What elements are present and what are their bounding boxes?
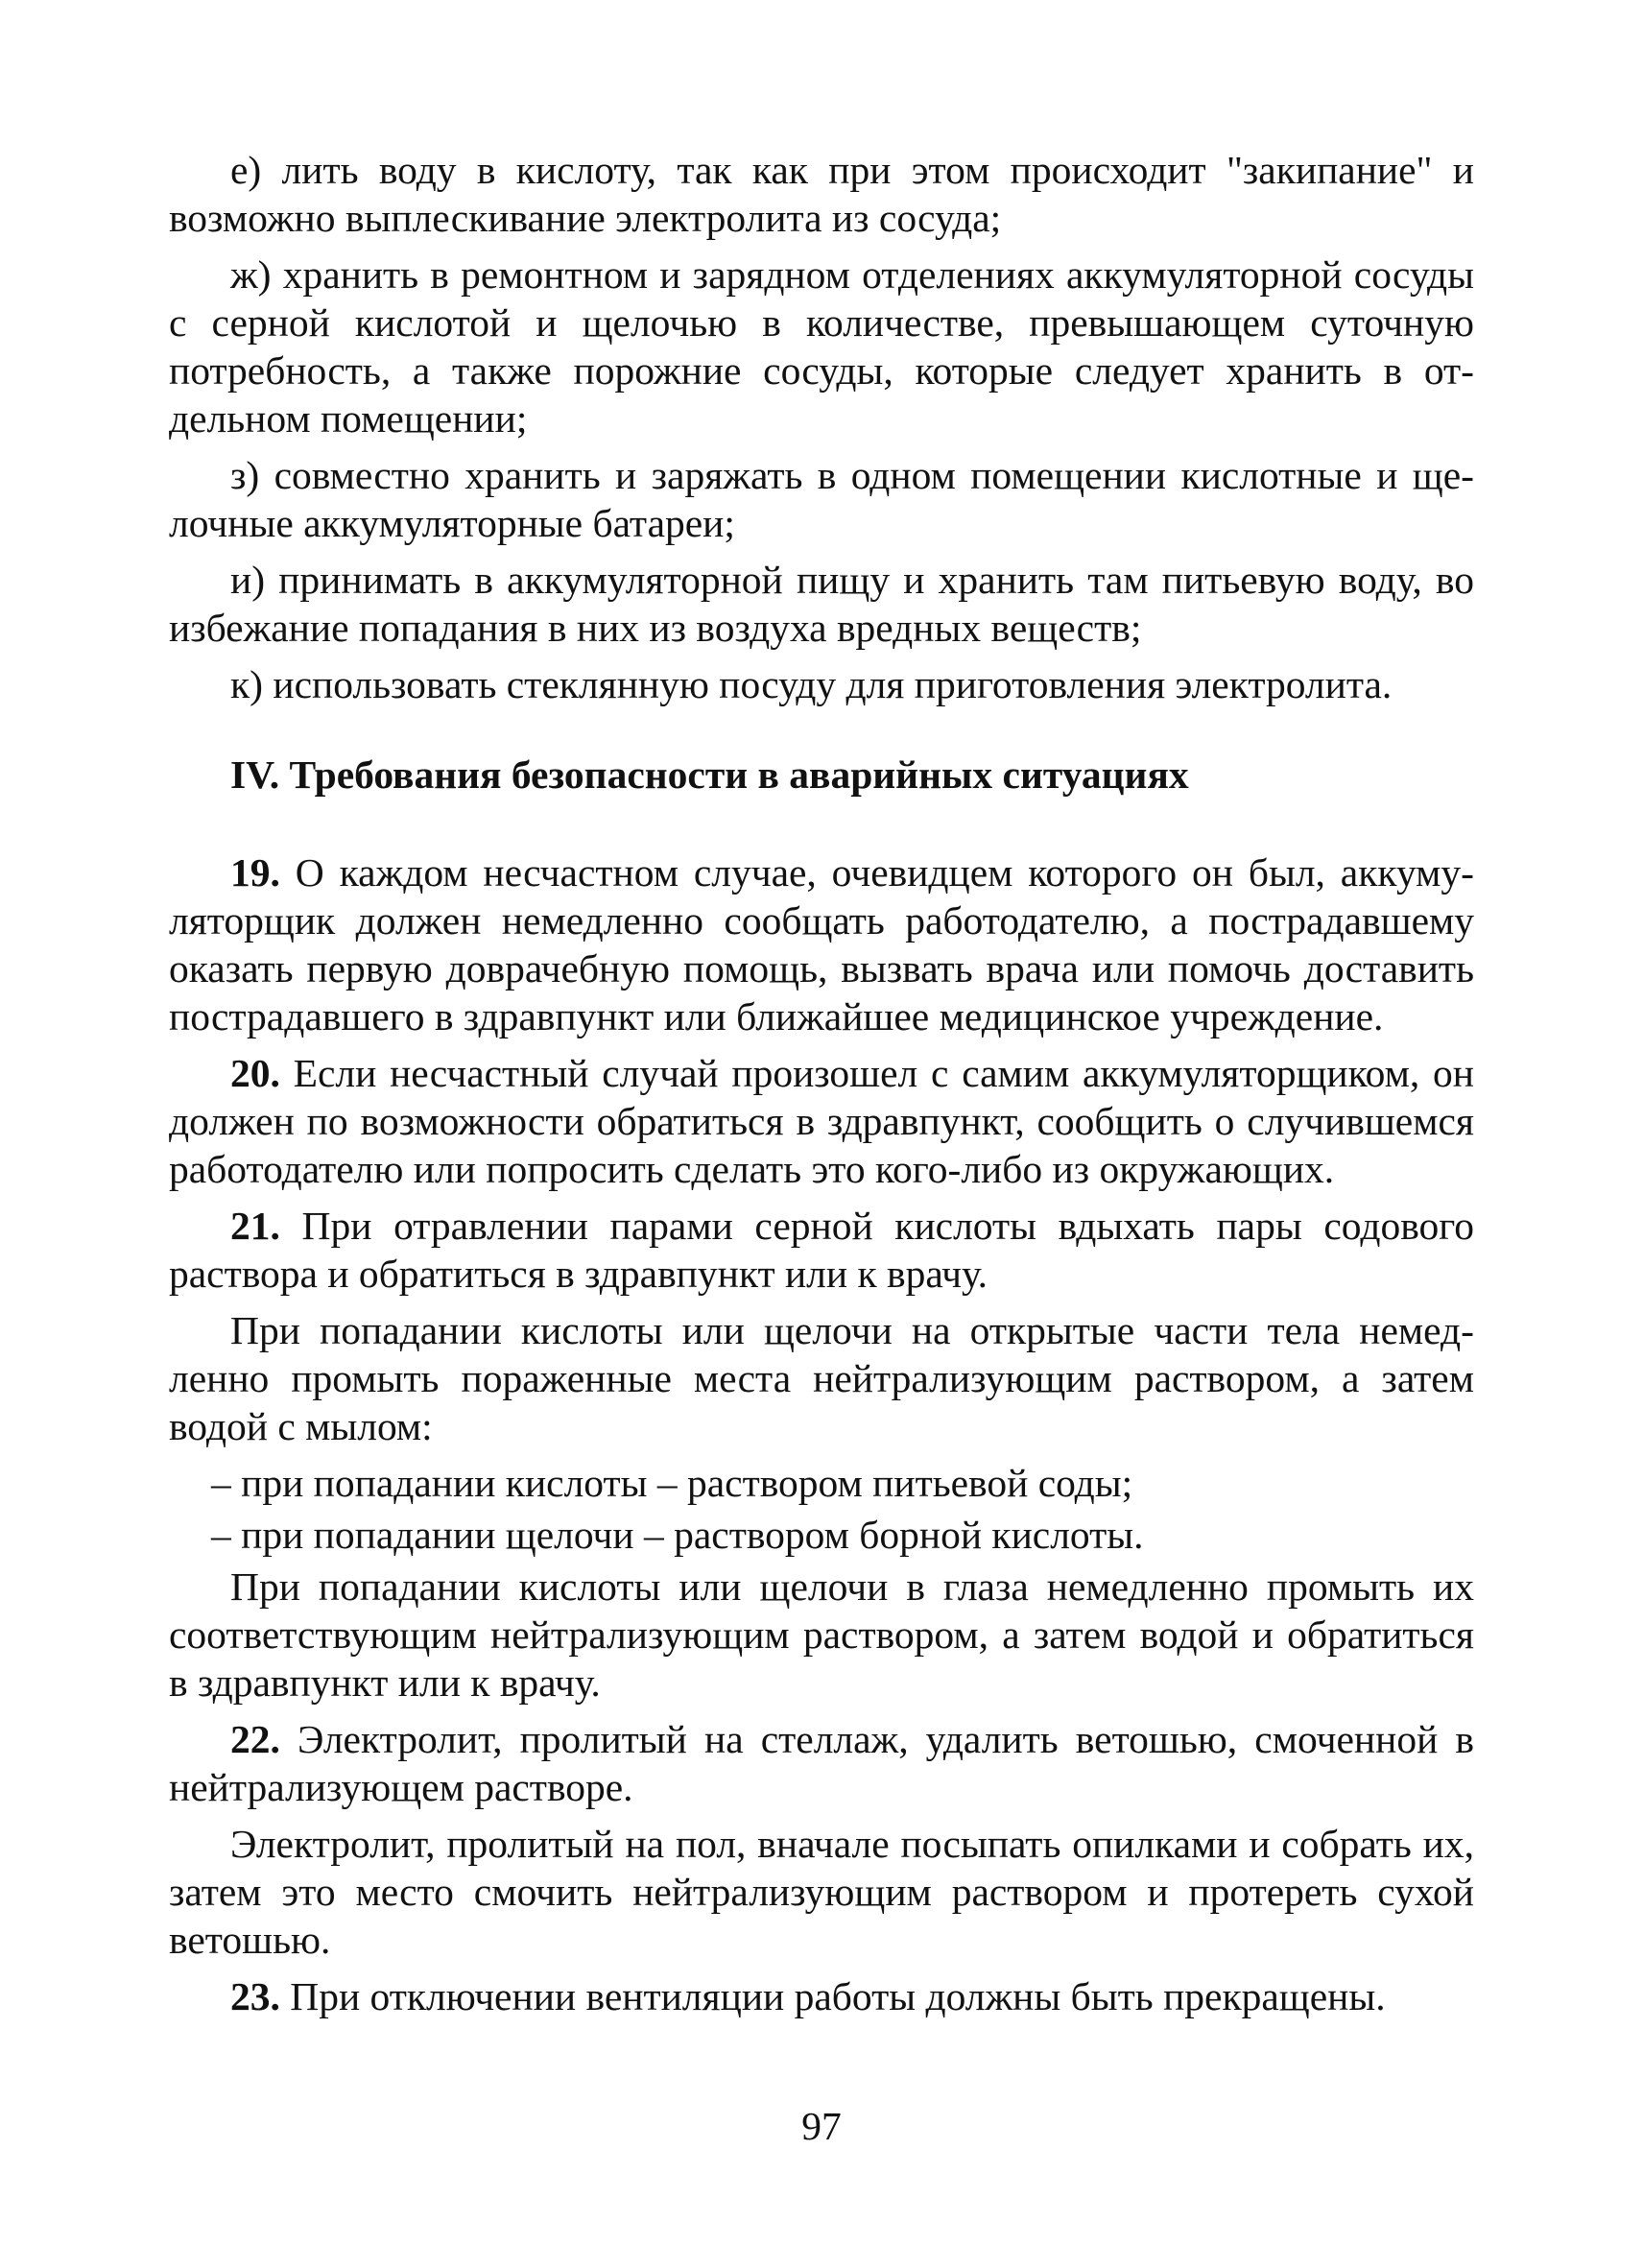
document-page xyxy=(169,146,1474,2029)
paragraph-22-number: 22. xyxy=(230,1717,280,1761)
paragraph-19-text: О каждом несчастном случае, очевидцем которого он был, аккумуляторщик должен немедленно сообщать работодателю, а пострадавшему оказать первую доврачебную помощь, вызвать врача или помочь доставить пострадавшего в здравпункт или ближайшее медицинское учреждение. xyxy=(169,850,1474,1039)
paragraph-19 xyxy=(169,848,1474,1040)
dash-item-acid: – при попадании кислоты – раствором питьевой соды; xyxy=(211,1461,1133,1505)
section-heading: IV. Требования безопасности в аварийных ситуациях xyxy=(230,752,1189,797)
paragraph-19-number: 19. xyxy=(230,850,280,895)
paragraph-21-body: При попадании кислоты или щелочи на открытые части тела немедленно промыть пораженные места нейтрализующим раствором, а затем водой с мылом: xyxy=(169,1308,1474,1448)
paragraph-22-floor: Электролит, пролитый на пол, вначале посыпать опилками и собрать их, затем это место смочить нейтрализующим раствором и протереть сухой ветошью. xyxy=(169,1822,1474,1962)
paragraph-21-number: 21. xyxy=(230,1204,280,1248)
paragraph-23 xyxy=(169,1972,1474,2020)
item-zh: ж) хранить в ремонтном и зарядном отделениях аккумуляторной сосуды с серной кислотой и щелочью в количестве, превышающем суточную потребность, а также порожние сосуды, которые следует хранить в отдельном помещении; xyxy=(169,252,1474,441)
paragraph-20-text: Если несчастный случай произошел с самим аккумуляторщиком, он должен по возможности обратиться в здравпункт, сообщить о случившемся работодателю или попросить сделать это кого-либо из окружающих. xyxy=(169,1051,1474,1191)
paragraph-23-number: 23. xyxy=(230,1974,280,2018)
paragraph-23-text: При отключении вентиляции работы должны быть прекращены. xyxy=(279,1974,1386,2018)
paragraph-21 xyxy=(169,1202,1474,1298)
paragraph-21-text: При отравлении парами серной кислоты вдыхать пары содового раствора и обратиться в здравпункт или к врачу. xyxy=(169,1204,1474,1296)
paragraph-20-number: 20. xyxy=(230,1051,280,1095)
paragraph-20 xyxy=(169,1049,1474,1193)
paragraph-22 xyxy=(169,1715,1474,1811)
item-i: и) принимать в аккумуляторной пищу и хранить там питьевую воду, во избежание попадания в них из воздуха вредных веществ; xyxy=(169,558,1474,650)
dash-item-alkali: – при попадании щелочи – раствором борной кислоты. xyxy=(211,1513,1144,1557)
item-k: к) использовать стеклянную посуду для приготовления электролита. xyxy=(230,662,1393,706)
item-z: з) совместно хранить и заряжать в одном помещении кислотные и щелочные аккумуляторные батареи; xyxy=(169,453,1474,545)
page-number: 97 xyxy=(801,2104,842,2148)
item-e: е) лить воду в кислоту, так как при этом происходит "закипание" и возможно выплескивание электролита из сосуда; xyxy=(169,148,1474,240)
paragraph-21-eyes: При попадании кислоты или щелочи в глаза немедленно промыть их соответствующим нейтрализующим раствором, а затем водой и обратиться в здравпункт или к врачу. xyxy=(169,1564,1474,1705)
paragraph-22-text: Электролит, пролитый на стеллаж, удалить ветошью, смоченной в нейтрализующем растворе. xyxy=(169,1717,1474,1809)
